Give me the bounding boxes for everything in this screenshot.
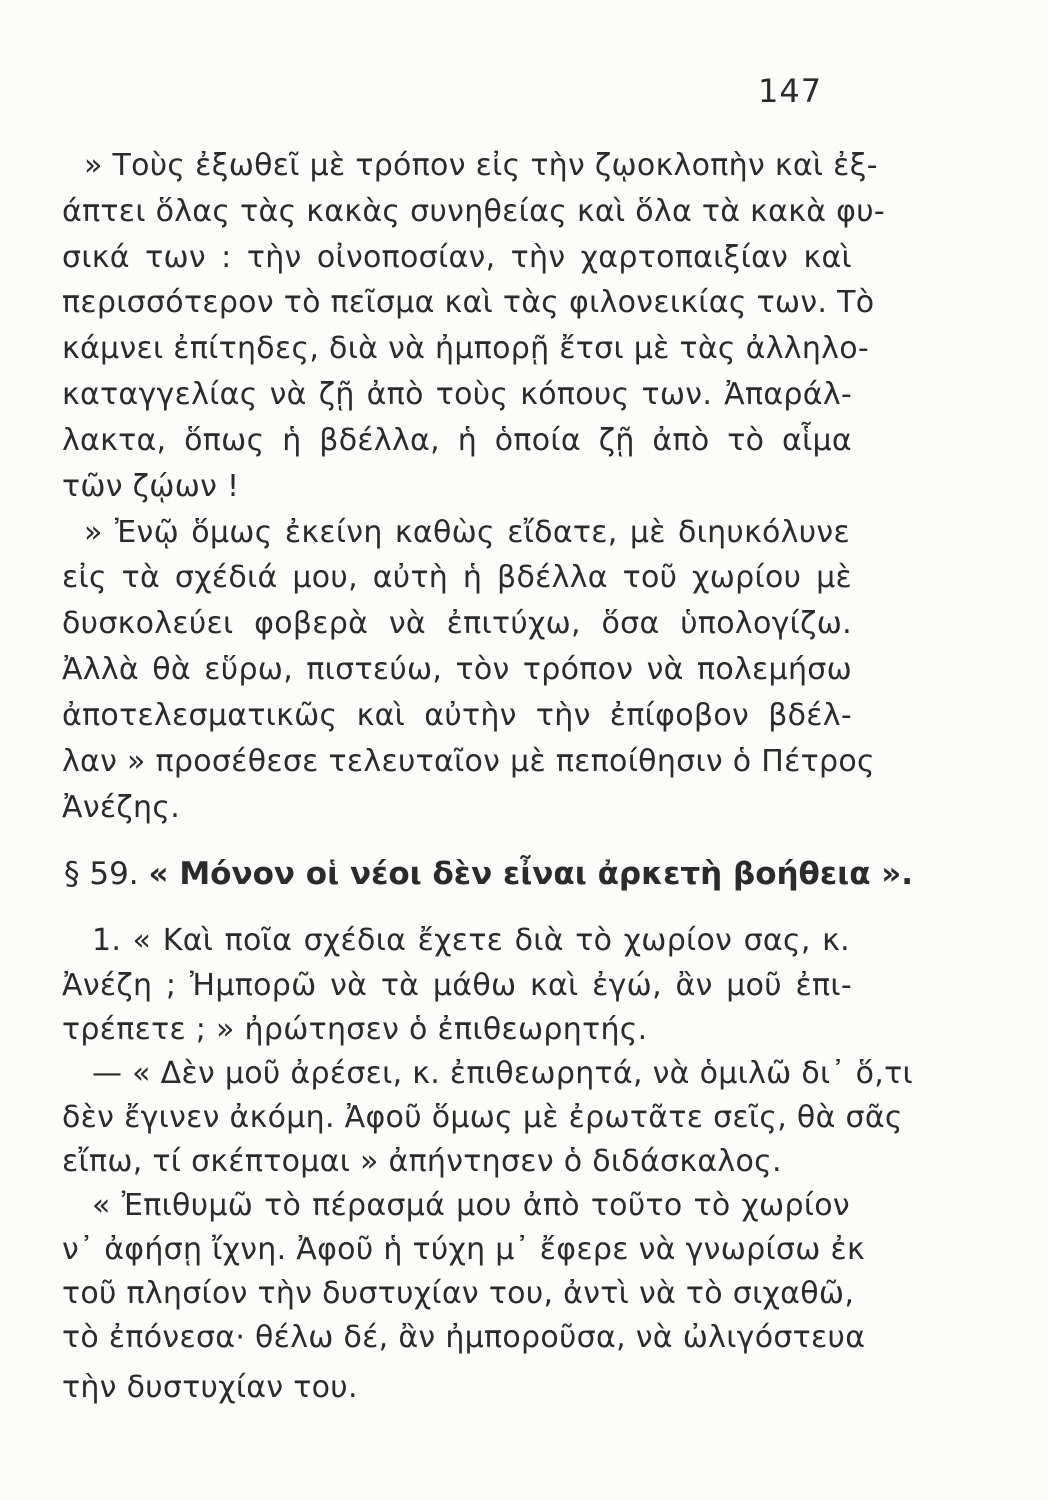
paragraph-1-line-7: λακτα, ὅπως ἡ βδέλλα, ἡ ὁποία ζῇ ἀπὸ τὸ αἷμα xyxy=(62,422,852,458)
paragraph-1-line-5: κάμνει ἐπίτηδες, διὰ νὰ ἠμπορῇ ἔτσι μὲ τὰς ἀλληλο- xyxy=(62,331,869,367)
section-heading xyxy=(64,854,914,894)
paragraph-1-line-6: καταγγελίας νὰ ζῇ ἀπὸ τοὺς κόπους των. Ἀπαράλ- xyxy=(62,377,852,413)
paragraph-2-line-2: εἰς τὰ σχέδιά μου, αὐτὴ ἡ βδέλλα τοῦ χωρίου μὲ xyxy=(62,560,852,596)
paragraph-4-line-3: εἴπω, τί σκέπτομαι » ἀπήντησεν ὁ διδάσκαλος. xyxy=(62,1143,782,1179)
section-title: « Μόνον οἱ νέοι δὲν εἶναι ἀρκετὴ βοήθεια ». xyxy=(148,856,914,893)
paragraph-1-line-4: περισσότερον τὸ πεῖσμα καὶ τὰς φιλονεικίας των. Τὸ xyxy=(62,285,875,321)
paragraph-5-line-5: τὴν δυστυχίαν του. xyxy=(62,1370,358,1405)
section-number: § 59. xyxy=(64,856,139,893)
paragraph-4-line-1: — « Δὲν μοῦ ἀρέσει, κ. ἐπιθεωρητά, νὰ ὁμιλῶ δι᾽ ὅ,τι xyxy=(92,1055,913,1091)
paragraph-3-line-2: Ἀνέζη ; Ἠμπορῶ νὰ τὰ μάθω καὶ ἐγώ, ἂν μοῦ ἐπι- xyxy=(62,967,852,1003)
paragraph-1-line-1: » Τοὺς ἐξωθεῖ μὲ τρόπον εἰς τὴν ζῳοκλοπὴν καὶ ἐξ- xyxy=(84,148,878,183)
page-number: 147 xyxy=(758,72,823,110)
paragraph-2-line-4: Ἀλλὰ θὰ εὕρω, πιστεύω, τὸν τρόπον νὰ πολεμήσω xyxy=(62,652,852,688)
paragraph-1-line-3: σικά των : τὴν οἰνοποσίαν, τὴν χαρτοπαιξίαν καὶ xyxy=(62,239,852,275)
paragraph-5-line-3: τοῦ πλησίον τὴν δυστυχίαν του, ἀντὶ νὰ τὸ σιχαθῶ, xyxy=(62,1275,855,1311)
paragraph-1-line-8: τῶν ζῴων ! xyxy=(62,468,240,504)
paragraph-5-line-1: « Ἐπιθυμῶ τὸ πέρασμά μου ἀπὸ τοῦτο τὸ χωρίον xyxy=(92,1187,850,1223)
paragraph-2-line-3: δυσκολεύει φοβερὰ νὰ ἐπιτύχω, ὅσα ὑπολογίζω. xyxy=(62,606,852,642)
paragraph-2-line-7: Ἀνέζης. xyxy=(62,789,181,825)
paragraph-1-line-2: άπτει ὅλας τὰς κακὰς συνηθείας καὶ ὅλα τὰ κακὰ φυ- xyxy=(62,193,886,229)
paragraph-2-line-5: ἀποτελεσματικῶς καὶ αὐτὴν τὴν ἐπίφοβον βδέλ- xyxy=(62,697,852,733)
paragraph-2-line-1: » Ἐνῷ ὅμως ἐκείνη καθὼς εἴδατε, μὲ διηυκόλυνε xyxy=(84,514,850,550)
paragraph-5-line-2: ν᾽ ἀφήσῃ ἴχνη. Ἀφοῦ ἡ τύχη μ᾽ ἔφερε νὰ γνωρίσω ἐκ xyxy=(62,1231,865,1267)
paragraph-4-line-2: δὲν ἔγινεν ἀκόμη. Ἀφοῦ ὅμως μὲ ἐρωτᾶτε σεῖς, θὰ σᾶς xyxy=(62,1099,903,1135)
paragraph-3-line-1: 1. « Καὶ ποῖα σχέδια ἔχετε διὰ τὸ χωρίον σας, κ. xyxy=(92,923,850,959)
paragraph-3-line-3: τρέπετε ; » ἠρώτησεν ὁ ἐπιθεωρητής. xyxy=(62,1011,648,1047)
paragraph-2-line-6: λαν » προσέθεσε τελευταῖον μὲ πεποίθησιν ὁ Πέτρος xyxy=(62,743,875,779)
paragraph-5-line-4: τὸ ἐπόνεσα· θέλω δέ, ἂν ἠμποροῦσα, νὰ ὠλιγόστευα xyxy=(62,1320,866,1355)
